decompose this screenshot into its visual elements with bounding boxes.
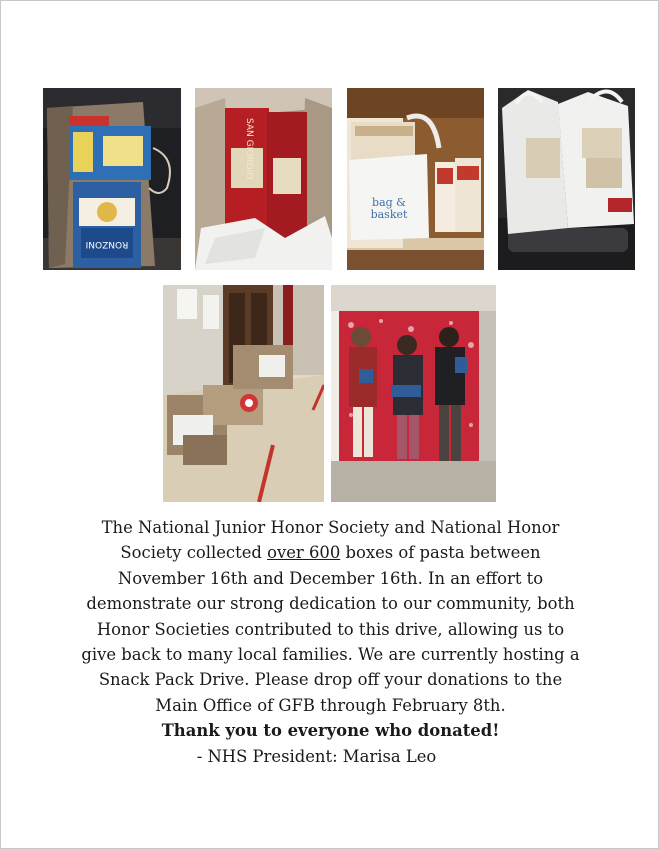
tote-bag-label-line2: basket	[370, 208, 408, 221]
article-line-7: Snack Pack Drive. Please drop off your donations to the	[98, 670, 563, 690]
photo-plastic-bags-on-chair	[498, 88, 635, 270]
photo-students-holding-pasta	[331, 285, 496, 502]
article-line-6: give back to many local families. We are currently hosting a	[81, 645, 580, 665]
article-line-4: demonstrate our strong dedication to our community, both	[86, 594, 575, 614]
san-giorgio-box-label: SAN GIORGIO	[244, 118, 254, 180]
article-line-1: The National Junior Honor Society and National Honor	[101, 518, 560, 537]
article-line-8: Main Office of GFB through February 8th.	[155, 695, 506, 715]
photo-hallway-with-donation-bags	[163, 285, 324, 502]
article-line-2-post: boxes of pasta between	[340, 543, 541, 563]
photo-pasta-boxes-in-tote-bag	[347, 88, 484, 270]
article-line-2-pre: Society collected	[120, 543, 268, 563]
signature-line: - NHS President: Marisa Leo	[196, 746, 437, 766]
ronzoni-box-label: RONZONI	[85, 239, 129, 249]
underlined-count: over 600	[267, 543, 341, 563]
article-line-5: Honor Societies contributed to this drive, allowing us to	[96, 619, 565, 639]
article-line-3: November 16th and December 16th. In an effort to	[117, 568, 544, 588]
article-body	[61, 515, 600, 769]
tote-bag-label-line1: bag &	[372, 196, 406, 209]
photo-pasta-boxes-in-paper-bag	[43, 88, 181, 270]
photo-red-pasta-boxes-in-bag	[195, 88, 332, 270]
thank-you-line: Thank you to everyone who donated!	[161, 721, 500, 741]
